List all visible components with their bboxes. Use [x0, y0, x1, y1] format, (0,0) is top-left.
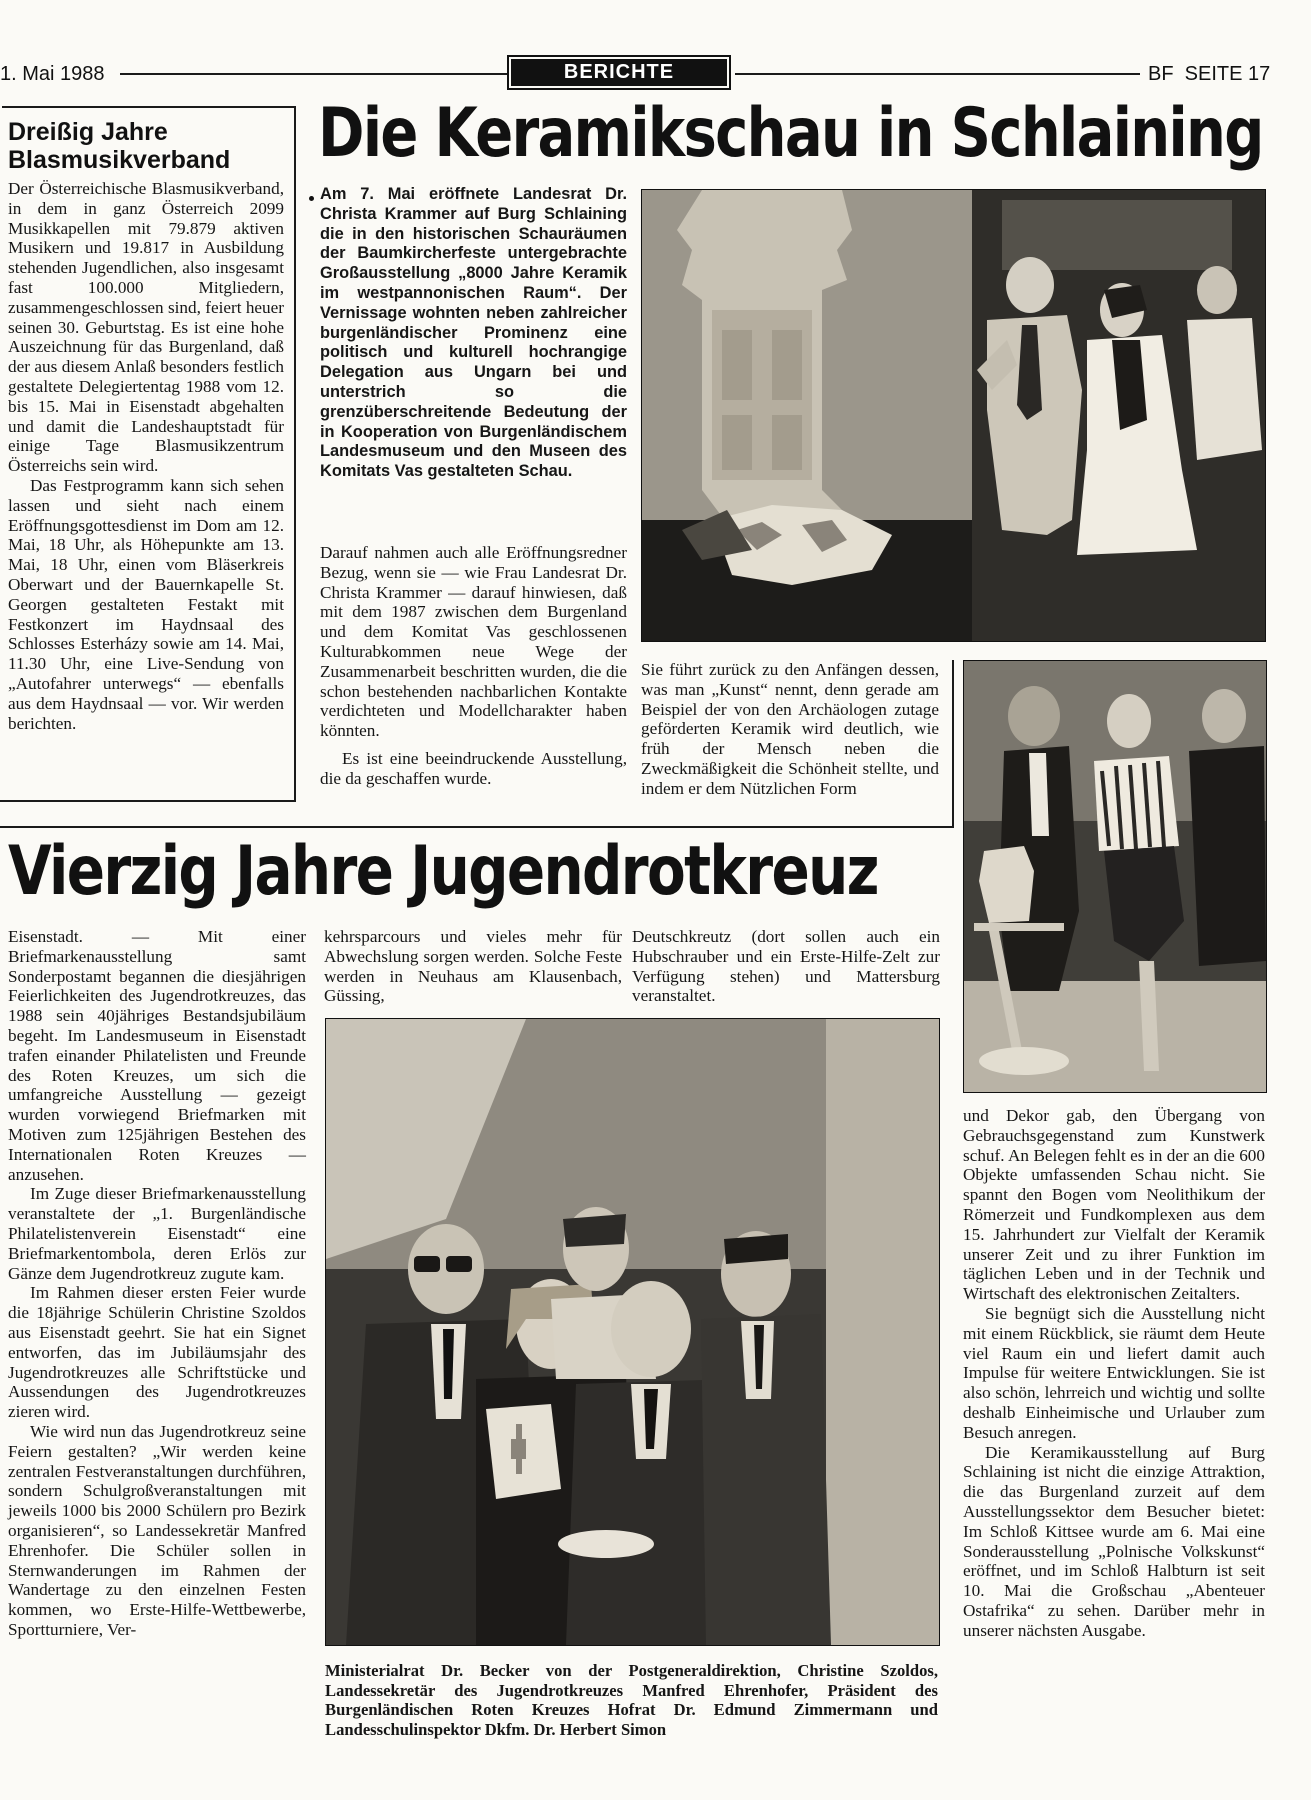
group-photo-caption: Ministerialrat Dr. Becker von der Postgeneraldirektion, Christine Szoldos, Landessekretär des Jugendrotkreuzes Manfred Ehrenhofer, Präsident des Burgenländischen Roten Kreuzes Hofrat Dr. Edmund Zimmermann und Landesschulinspektor Dkfm. Dr. Herbert Simon [325, 1661, 938, 1739]
ceramic-article-col3 [963, 1106, 1265, 1641]
ceramic-exhibition-photo [641, 189, 1266, 642]
left-article-paragraph: Das Festprogramm kann sich sehen lassen und sieht nach einem Eröffnungsgottesdienst im Dom am 12. Mai, 18 Uhr, als Höhepunkte am 13. Mai, 18 Uhr, einen vom Bläserkreis Oberwart und der Bauernkapelle St. Georgen gestalteten Festakt mit Festkonzert im Haydnsaal des Schlosses Esterházy sowie am 14. Mai, 11.30 Uhr, eine Live-Sendung von „Autofahrer unterwegs“ — ebenfalls aus dem Haydnsaal — vor. Wir werden berichten. [8, 475, 284, 733]
header-rule-right [735, 73, 1140, 75]
ceramic-article-paragraph: Sie begnügt sich die Ausstellung nicht mit einem Rückblick, sie räumt dem Heute viel Raum ein und liefert damit auch Impulse für weitere Entwicklungen. Sie ist also schön, lehrreich und wichtig und sollte deshalb Einheimische und Urlauber zum Besuch anregen. [963, 1303, 1265, 1442]
left-article-bottom-rule [0, 800, 296, 802]
left-article-paragraph: Der Österreichische Blasmusikverband, in dem in ganz Österreich 2099 Musikkapellen mit 79.879 aktiven Musikern und 19.817 in Ausbildung stehenden Jugendlichen, also insgesamt fast 100.000 Mitgliedern, zusammengeschlossen sind, feiert heuer seinen 30. Geburtstag. Es ist eine hohe Auszeichnung für das Burgenland, daß der aus diesem Anlaß besonders festlich gestaltete Delegiertentag 1988 vom 12. bis 15. Mai in Eisenstadt abgehalten und damit die Landeshauptstadt für einige Tage Blasmusikzentrum Österreichs sein wird. [8, 179, 284, 476]
bullet-dot [309, 196, 314, 201]
left-article-right-rule [294, 106, 296, 802]
youth-article-paragraph: Wie wird nun das Jugendrotkreuz seine Feiern gestalten? „Wir werden keine zentralen Festveranstaltungen durchführen, sondern Schulgroßveranstaltungen mit jeweils 1000 bis 2000 Schülern pro Bezirk organisieren“, so Landessekretär Manfred Ehrenhofer. Die Schüler sollen in Sternwanderungen im Rahmen der Wandertage zu den einzelnen Festen kommen, wo Erste-Hilfe-Wettbewerbe, Sportturniere, Ver- [8, 1421, 306, 1639]
ceramic-article-lead: Am 7. Mai eröffnete Landesrat Dr. Christa Krammer auf Burg Schlaining die in den historischen Schauräumen der Baumkircherfeste untergebrachte Großausstellung „8000 Jahre Keramik im westpannonischen Raum“. Der Vernissage wohnten neben zahlreicher burgenländischer Prominenz eine politisch und kulturell hochrangige Delegation aus Ungarn bei und unterstrich so die grenzüberschreitende Bedeutung der in Kooperation von Burgenländischem Landesmuseum und den Museen des Komitats Vas gestalteten Schau. [320, 185, 627, 481]
group-photo-art [326, 1019, 939, 1645]
ceramic-col-rule [952, 660, 954, 827]
ceramic-article-paragraph: Es ist eine beeindruckende Ausstellung, die da geschaffen wurde. [320, 748, 627, 788]
vase-visitors-photo [963, 660, 1267, 1093]
youth-article-headline: Vierzig Jahre Jugendrotkreuz [8, 832, 878, 911]
youth-article-dateline: Eisenstadt. — Mit einer Briefmarkenausstellung samt Sonderpostamt begannen die diesjährigen Feierlichkeiten des Jugendrotkreuzes, das 1988 sein 40jähriges Bestandsjubiläum begeht. Im Landesmuseum in Eisenstadt trafen einander Philatelisten und Freunde des Roten Kreuzes, um sich die umfangreiche Ausstellung — gezeigt wurden vorwiegend Briefmarken mit Motiven zum 125jährigen Bestehen des Internationalen Roten Kreuzes — anzusehen. [8, 927, 306, 1184]
section-label: BERICHTE [511, 59, 727, 86]
youth-article-col3: Deutschkreutz (dort sollen auch ein Hubschrauber und ein Erste-Hilfe-Zelt zur Verfügung stehen) und Mattersburg veranstaltet. [632, 927, 940, 1006]
left-article-body [8, 179, 284, 733]
ceramic-article-paragraph: und Dekor gab, den Übergang von Gebrauchsgegenstand zum Kunstwerk schuf. An Belegen fehlt es in der an die 600 Objekte umfassenden Schau nicht. Sie spannt den Bogen vom Neolithikum der Römerzeit und Fundkomplexen aus dem 15. Jahrhundert zur Vielfalt der Keramik unserer Zeit und zu ihrer Funktion im täglichen Leben und in der Technik und Wirtschaft des elektronischen Zeitalters. [963, 1106, 1265, 1304]
vase-visitors-photo-art [964, 661, 1266, 1092]
youth-article-paragraph: Im Zuge dieser Briefmarkenausstellung veranstaltete der „1. Burgenländische Philatelistenverein Eisenstadt“ eine Briefmarkentombola, deren Erlös zur Gänze dem Jugendrotkreuz zugute kam. [8, 1184, 306, 1283]
youth-article-top-rule [0, 826, 954, 828]
youth-article-col2: kehrsparcours und vieles mehr für Abwechslung sorgen werden. Solche Feste werden in Neuhaus am Klausenbach, Güssing, [324, 927, 622, 1006]
ceramic-article-paragraph: Die Keramikausstellung auf Burg Schlaining ist nicht die einzige Attraktion, die das Burgenland zurzeit auf dem Ausstellungssektor dem Besucher bietet: Im Schloß Kittsee wurde am 6. Mai eine Sonderausstellung „Polnische Volkskunst“ eröffnet, und im Schloß Halbturn ist seit 10. Mai die Großschau „Abenteuer Ostafrika“ zu sehen. Darüber mehr in unserer nächsten Ausgabe. [963, 1442, 1265, 1640]
youth-article-paragraph [8, 927, 306, 1184]
youth-article-paragraph: Im Rahmen dieser ersten Feier wurde die 18jährige Schülerin Christine Szoldos aus Eisenstadt geehrt. Sie hat ein Signet entworfen, das im Jubiläumsjahr des Jugendrotkreuzes alle Schriftstücke und Aussendungen des Jugendrotkreuzes zieren wird. [8, 1283, 306, 1422]
ceramic-exhibition-photo-art [642, 190, 1265, 641]
ceramic-article-paragraph: Darauf nahmen auch alle Eröffnungsredner Bezug, wenn sie — wie Frau Landesrat Dr. Christa Krammer — darauf hinwiesen, daß mit dem 1987 zwischen dem Burgenland und dem Komitat Vas geschlossenen Kulturabkommen neue Wege der Zusammenarbeit beschritten wurden, die die schon bestehenden nachbarlichen Kontakte verdichteten und Modellcharakter haben könnten. [320, 543, 627, 741]
ceramic-article-headline: Die Keramikschau in Schlaining [318, 94, 1263, 173]
youth-article-col1 [8, 927, 306, 1640]
ceramic-article-col1 [320, 543, 627, 789]
left-article-headline: Dreißig Jahre Blasmusikverband [8, 118, 231, 174]
issue-date: 1. Mai 1988 [0, 63, 105, 85]
page-ref: BF SEITE 17 [1148, 63, 1271, 85]
group-photo [325, 1018, 940, 1646]
header-rule-left [120, 73, 508, 75]
ceramic-article-col2: Sie führt zurück zu den Anfängen dessen, was man „Kunst“ nennt, denn gerade am Beispiel der von den Archäologen zutage geförderten Keramik wird deutlich, wie früh der Mensch neben die Zweckmäßigkeit die Schönheit stellte, und indem er dem Nützlichen Form [641, 660, 939, 798]
left-article-top-rule [2, 106, 296, 108]
